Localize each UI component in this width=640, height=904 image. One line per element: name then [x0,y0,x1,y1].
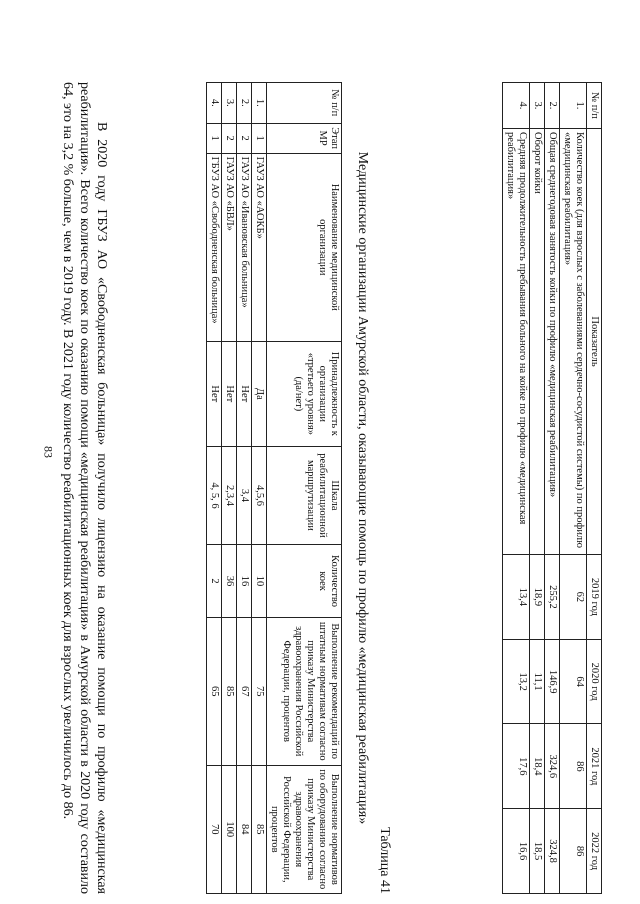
organization-name: ГАУЗ АО «БВЛ» [222,153,237,341]
staff-compliance-cell: 85 [222,617,237,765]
value-cell: 18,9 [530,555,545,640]
value-cell: 18,4 [530,724,545,809]
header-cell: № п/п [267,83,342,124]
equipment-compliance-cell: 100 [222,765,237,893]
table-header-row [267,83,342,894]
page-number: 83 [41,446,56,458]
header-cell: Выполнение рекомендаций по штатным нормативам согласно приказу Министерства здравоохранения Российской Федерации, процентов [267,617,342,765]
row-number: 4. [503,83,530,129]
header-cell: Наименование медицинской организации [267,153,342,341]
staff-compliance-cell: 65 [207,617,222,765]
routing-scale-cell: 3,4 [237,446,252,544]
rotated-page-content [10,82,610,894]
third-level-cell: Нет [207,341,222,446]
beds-count-cell: 10 [252,545,267,618]
routing-scale-cell: 4, 5, 6 [207,446,222,544]
header-cell: Показатель [587,128,602,554]
stage-cell: 1 [252,123,267,153]
stage-cell: 1 [207,123,222,153]
value-cell: 62 [560,555,587,640]
table-label: Таблица 41 [377,827,392,894]
value-cell: 17,6 [503,724,530,809]
value-cell: 13,2 [503,639,530,724]
third-level-cell: Нет [237,341,252,446]
row-number: 4. [207,83,222,124]
beds-count-cell: 2 [207,545,222,618]
value-cell: 86 [560,724,587,809]
indicator-name: Количество коек (для взрослых с заболеваниями сердечно-сосудистой системы) по профилю «медицинская реабилитация» [560,128,587,554]
body-paragraph: В 2020 году ГБУЗ АО «Свободненская больница» получило лицензию на оказание помощи по профилю «медицинская реабилитация». Всего количество коек по оказанию помощи «медицинская реабилитация» в Амурской области в 2020 году составило 64, это на 3,2 % больше, чем в 2019 году. В 2021 году количество реабилитационных коек для взрослых увеличилось до 86. [60,82,109,894]
staff-compliance-cell: 75 [252,617,267,765]
value-cell: 13,4 [503,555,530,640]
table-row [560,83,587,894]
header-cell: Этап МР [267,123,342,153]
header-cell: № п/п [587,83,602,129]
table-row [503,83,530,894]
row-number: 1. [252,83,267,124]
row-number: 2. [545,83,560,129]
row-number: 3. [222,83,237,124]
header-cell: 2021 год [587,724,602,809]
table-header-row [587,83,602,894]
organization-name: ГАУЗ АО «Ивановская больница» [237,153,252,341]
header-cell: 2022 год [587,809,602,894]
table-row [222,83,237,894]
value-cell: 16,6 [503,809,530,894]
equipment-compliance-cell: 70 [207,765,222,893]
organization-name: ГАУЗ АО «АОКБ» [252,153,267,341]
third-level-cell: Да [252,341,267,446]
stage-cell: 2 [222,123,237,153]
indicator-name: Оборот койки [530,128,545,554]
equipment-compliance-cell: 85 [252,765,267,893]
table-row [237,83,252,894]
table-row [207,83,222,894]
table-title: Медицинские организации Амурской области, оказывающие помощь по профилю «медицинская реабилитация» [355,151,370,825]
value-cell: 255,2 [545,555,560,640]
staff-compliance-cell: 67 [237,617,252,765]
header-cell: Шкала реабилитационной маршрутизации [267,446,342,544]
table-row [545,83,560,894]
organizations-table [206,82,342,894]
table-row [252,83,267,894]
indicator-name: Общая среднегодовая занятость койки по профилю «медицинская реабилитация» [545,128,560,554]
row-number: 2. [237,83,252,124]
table-row [530,83,545,894]
third-level-cell: Нет [222,341,237,446]
value-cell: 18,5 [530,809,545,894]
row-number: 1. [560,83,587,129]
header-cell: 2020 год [587,639,602,724]
equipment-compliance-cell: 84 [237,765,252,893]
header-cell: 2019 год [587,555,602,640]
header-cell: Выполнение нормативов по оборудованию согласно приказу Министерства здравоохранения Российской Федерации, процентов [267,765,342,893]
organization-name: ГБУЗ АО «Свободненская больница» [207,153,222,341]
row-number: 3. [530,83,545,129]
value-cell: 64 [560,639,587,724]
beds-count-cell: 36 [222,545,237,618]
header-cell: Количество коек [267,545,342,618]
indicators-table [502,82,602,894]
header-cell: Принадлежность к организации «третьего уровня» (да/нет) [267,341,342,446]
indicator-name: Средняя продолжительность пребывания больного на койке по профилю «медицинская реабилитация» [503,128,530,554]
value-cell: 324,6 [545,724,560,809]
beds-count-cell: 16 [237,545,252,618]
value-cell: 324,8 [545,809,560,894]
value-cell: 11,1 [530,639,545,724]
stage-cell: 2 [237,123,252,153]
value-cell: 86 [560,809,587,894]
routing-scale-cell: 4,5,6 [252,446,267,544]
routing-scale-cell: 2,3,4 [222,446,237,544]
value-cell: 146,9 [545,639,560,724]
